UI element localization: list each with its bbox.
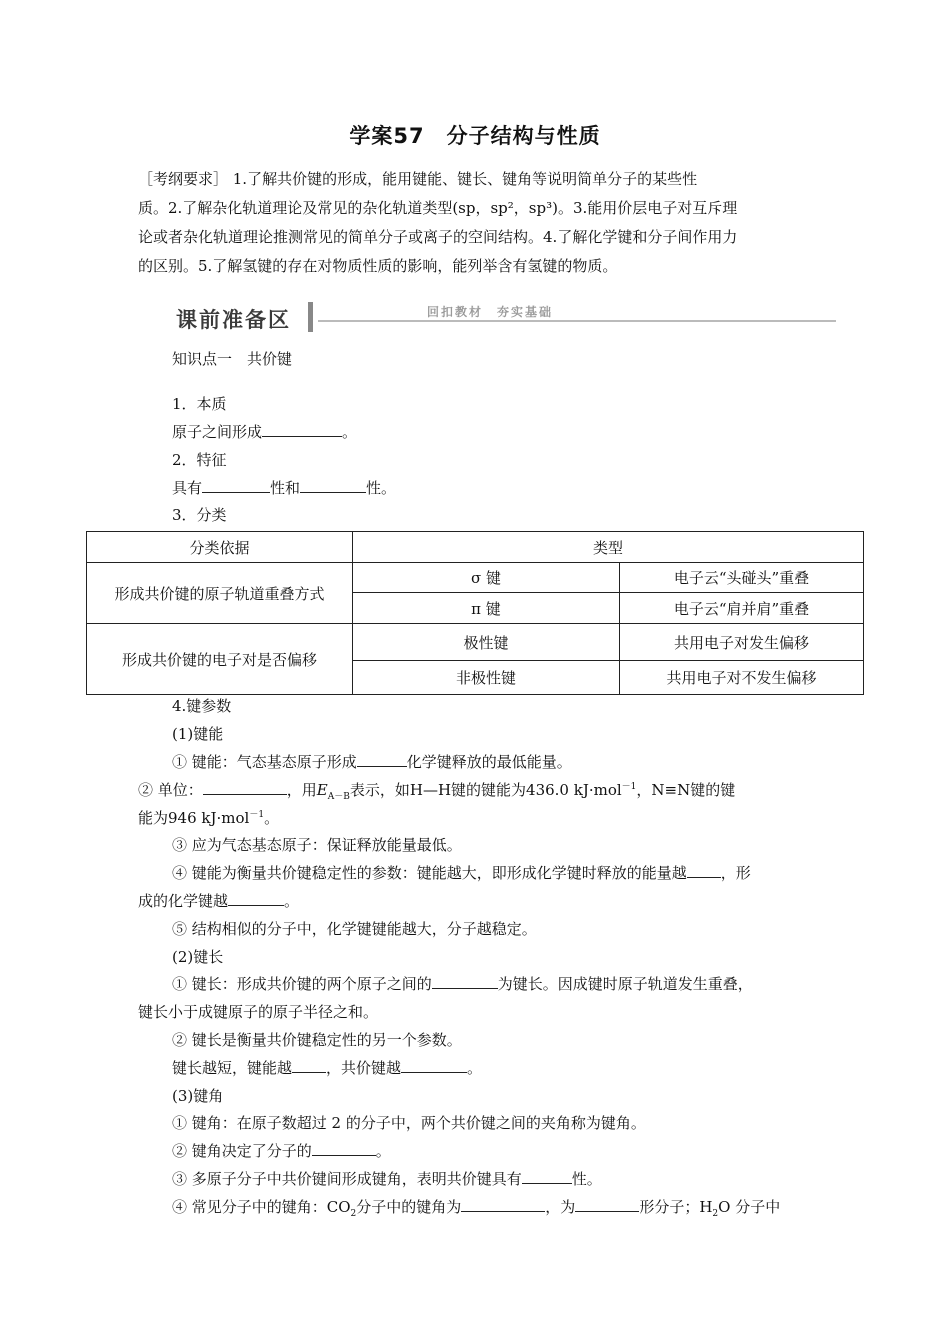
bond-length-heading: (2)键长 bbox=[172, 948, 224, 966]
text-line: ④ 键能为衡量共价键稳定性的参数：键能越大，即形成化学键时释放的能量越 ，形 bbox=[172, 864, 751, 882]
bond-angle-heading: (3)键角 bbox=[172, 1087, 224, 1105]
text-line: 键长小于成键原子的原子半径之和。 bbox=[138, 1003, 379, 1021]
text-line: ③ 应为气态基态原子：保证释放能量最低。 bbox=[172, 836, 462, 854]
blank bbox=[357, 754, 407, 767]
table-header-basis: 分类依据 bbox=[87, 532, 353, 563]
classification-table bbox=[86, 531, 864, 695]
table-row bbox=[87, 624, 864, 661]
text-line: ③ 多原子分子中共价键间形成键角，表明共价键具有 性。 bbox=[172, 1170, 602, 1188]
feature-heading: 2．特征 bbox=[172, 451, 227, 469]
text-line: 键长越短，键能越 ，共价键越 。 bbox=[172, 1059, 483, 1077]
table-row bbox=[87, 563, 864, 593]
blank bbox=[202, 480, 270, 493]
essence-line: 原子之间形成 。 bbox=[172, 423, 358, 441]
requirements-line: 的区别。5.了解氢键的存在对物质性质的影响，能列举含有氢键的物质。 bbox=[138, 257, 618, 275]
blank bbox=[687, 865, 721, 878]
blank bbox=[575, 1199, 639, 1212]
table-cell-basis: 形成共价键的电子对是否偏移 bbox=[87, 624, 353, 695]
text-line: 能为946 kJ·mol$^{-1}$。 bbox=[138, 809, 280, 827]
banner-divider bbox=[308, 302, 313, 332]
blank bbox=[432, 976, 498, 989]
blank bbox=[292, 1060, 326, 1073]
requirements-line: ［考纲要求］ 1.了解共价键的形成，能用键能、键长、键角等说明简单分子的某些性 bbox=[138, 170, 698, 188]
blank bbox=[262, 424, 342, 437]
table-cell-basis: 形成共价键的原子轨道重叠方式 bbox=[87, 563, 353, 624]
blank bbox=[228, 893, 284, 906]
table-cell-type: 极性键 bbox=[353, 624, 620, 661]
blank bbox=[401, 1060, 467, 1073]
feature-line: 具有 性和 性。 bbox=[172, 479, 397, 497]
table-cell-type: 非极性键 bbox=[353, 661, 620, 695]
requirements-line: 论或者杂化轨道理论推测常见的简单分子或离子的空间结构。4.了解化学键和分子间作用力 bbox=[138, 228, 738, 246]
blank bbox=[300, 480, 366, 493]
blank bbox=[461, 1199, 545, 1212]
blank bbox=[312, 1143, 376, 1156]
text-line: ② 单位： ，用$E_{A-B}$表示，如H—H键的键能为436.0 kJ·mol$^{-1}$，N≡N键的键 bbox=[138, 781, 736, 802]
text-line: ④ 常见分子中的键角：$CO_2$分子中的键角为 ，为 形分子；$H_2O$ 分子中 bbox=[172, 1198, 781, 1219]
bond-params-heading: 4.键参数 bbox=[172, 697, 232, 715]
banner-rule bbox=[318, 320, 836, 322]
essence-heading: 1．本质 bbox=[172, 395, 227, 413]
section-banner bbox=[172, 300, 837, 336]
blank bbox=[203, 782, 287, 795]
text-line: ② 键长是衡量共价键稳定性的另一个参数。 bbox=[172, 1031, 462, 1049]
text-line: ⑤ 结构相似的分子中，化学键键能越大，分子越稳定。 bbox=[172, 920, 537, 938]
table-header-row bbox=[87, 532, 864, 563]
knowledge-point-heading: 知识点一 共价键 bbox=[172, 350, 293, 368]
text-line: 成的化学键越 。 bbox=[138, 892, 300, 910]
table-cell-desc: 共用电子对发生偏移 bbox=[620, 624, 864, 661]
text-line: ① 键角：在原子数超过 2 的分子中，两个共价键之间的夹角称为键角。 bbox=[172, 1114, 646, 1132]
table-cell-desc: 共用电子对不发生偏移 bbox=[620, 661, 864, 695]
page-title: 学案57 分子结构与性质 bbox=[349, 124, 601, 148]
requirements-line: 质。2.了解杂化轨道理论及常见的杂化轨道类型(sp，sp²，sp³)。3.能用价层电子对互斥理 bbox=[138, 199, 738, 217]
banner-label: 课前准备区 bbox=[176, 308, 291, 332]
table-cell-type: σ 键 bbox=[353, 563, 620, 593]
blank bbox=[522, 1171, 572, 1184]
table-cell-desc: 电子云“头碰头”重叠 bbox=[620, 563, 864, 593]
table-cell-type: π 键 bbox=[353, 593, 620, 624]
exam-requirements bbox=[138, 165, 818, 281]
table-header-type: 类型 bbox=[353, 532, 864, 563]
table-cell-desc: 电子云“肩并肩”重叠 bbox=[620, 593, 864, 624]
text-line: ② 键角决定了分子的 。 bbox=[172, 1142, 391, 1160]
bond-energy-heading: (1)键能 bbox=[172, 725, 224, 743]
classification-heading: 3．分类 bbox=[172, 506, 227, 524]
text-line: ① 键长：形成共价键的两个原子之间的 为键长。因成键时原子轨道发生重叠， bbox=[172, 975, 753, 993]
banner-subtitle: 回扣教材 夯实基础 bbox=[427, 305, 554, 319]
text-line: ① 键能：气态基态原子形成 化学键释放的最低能量。 bbox=[172, 753, 572, 771]
